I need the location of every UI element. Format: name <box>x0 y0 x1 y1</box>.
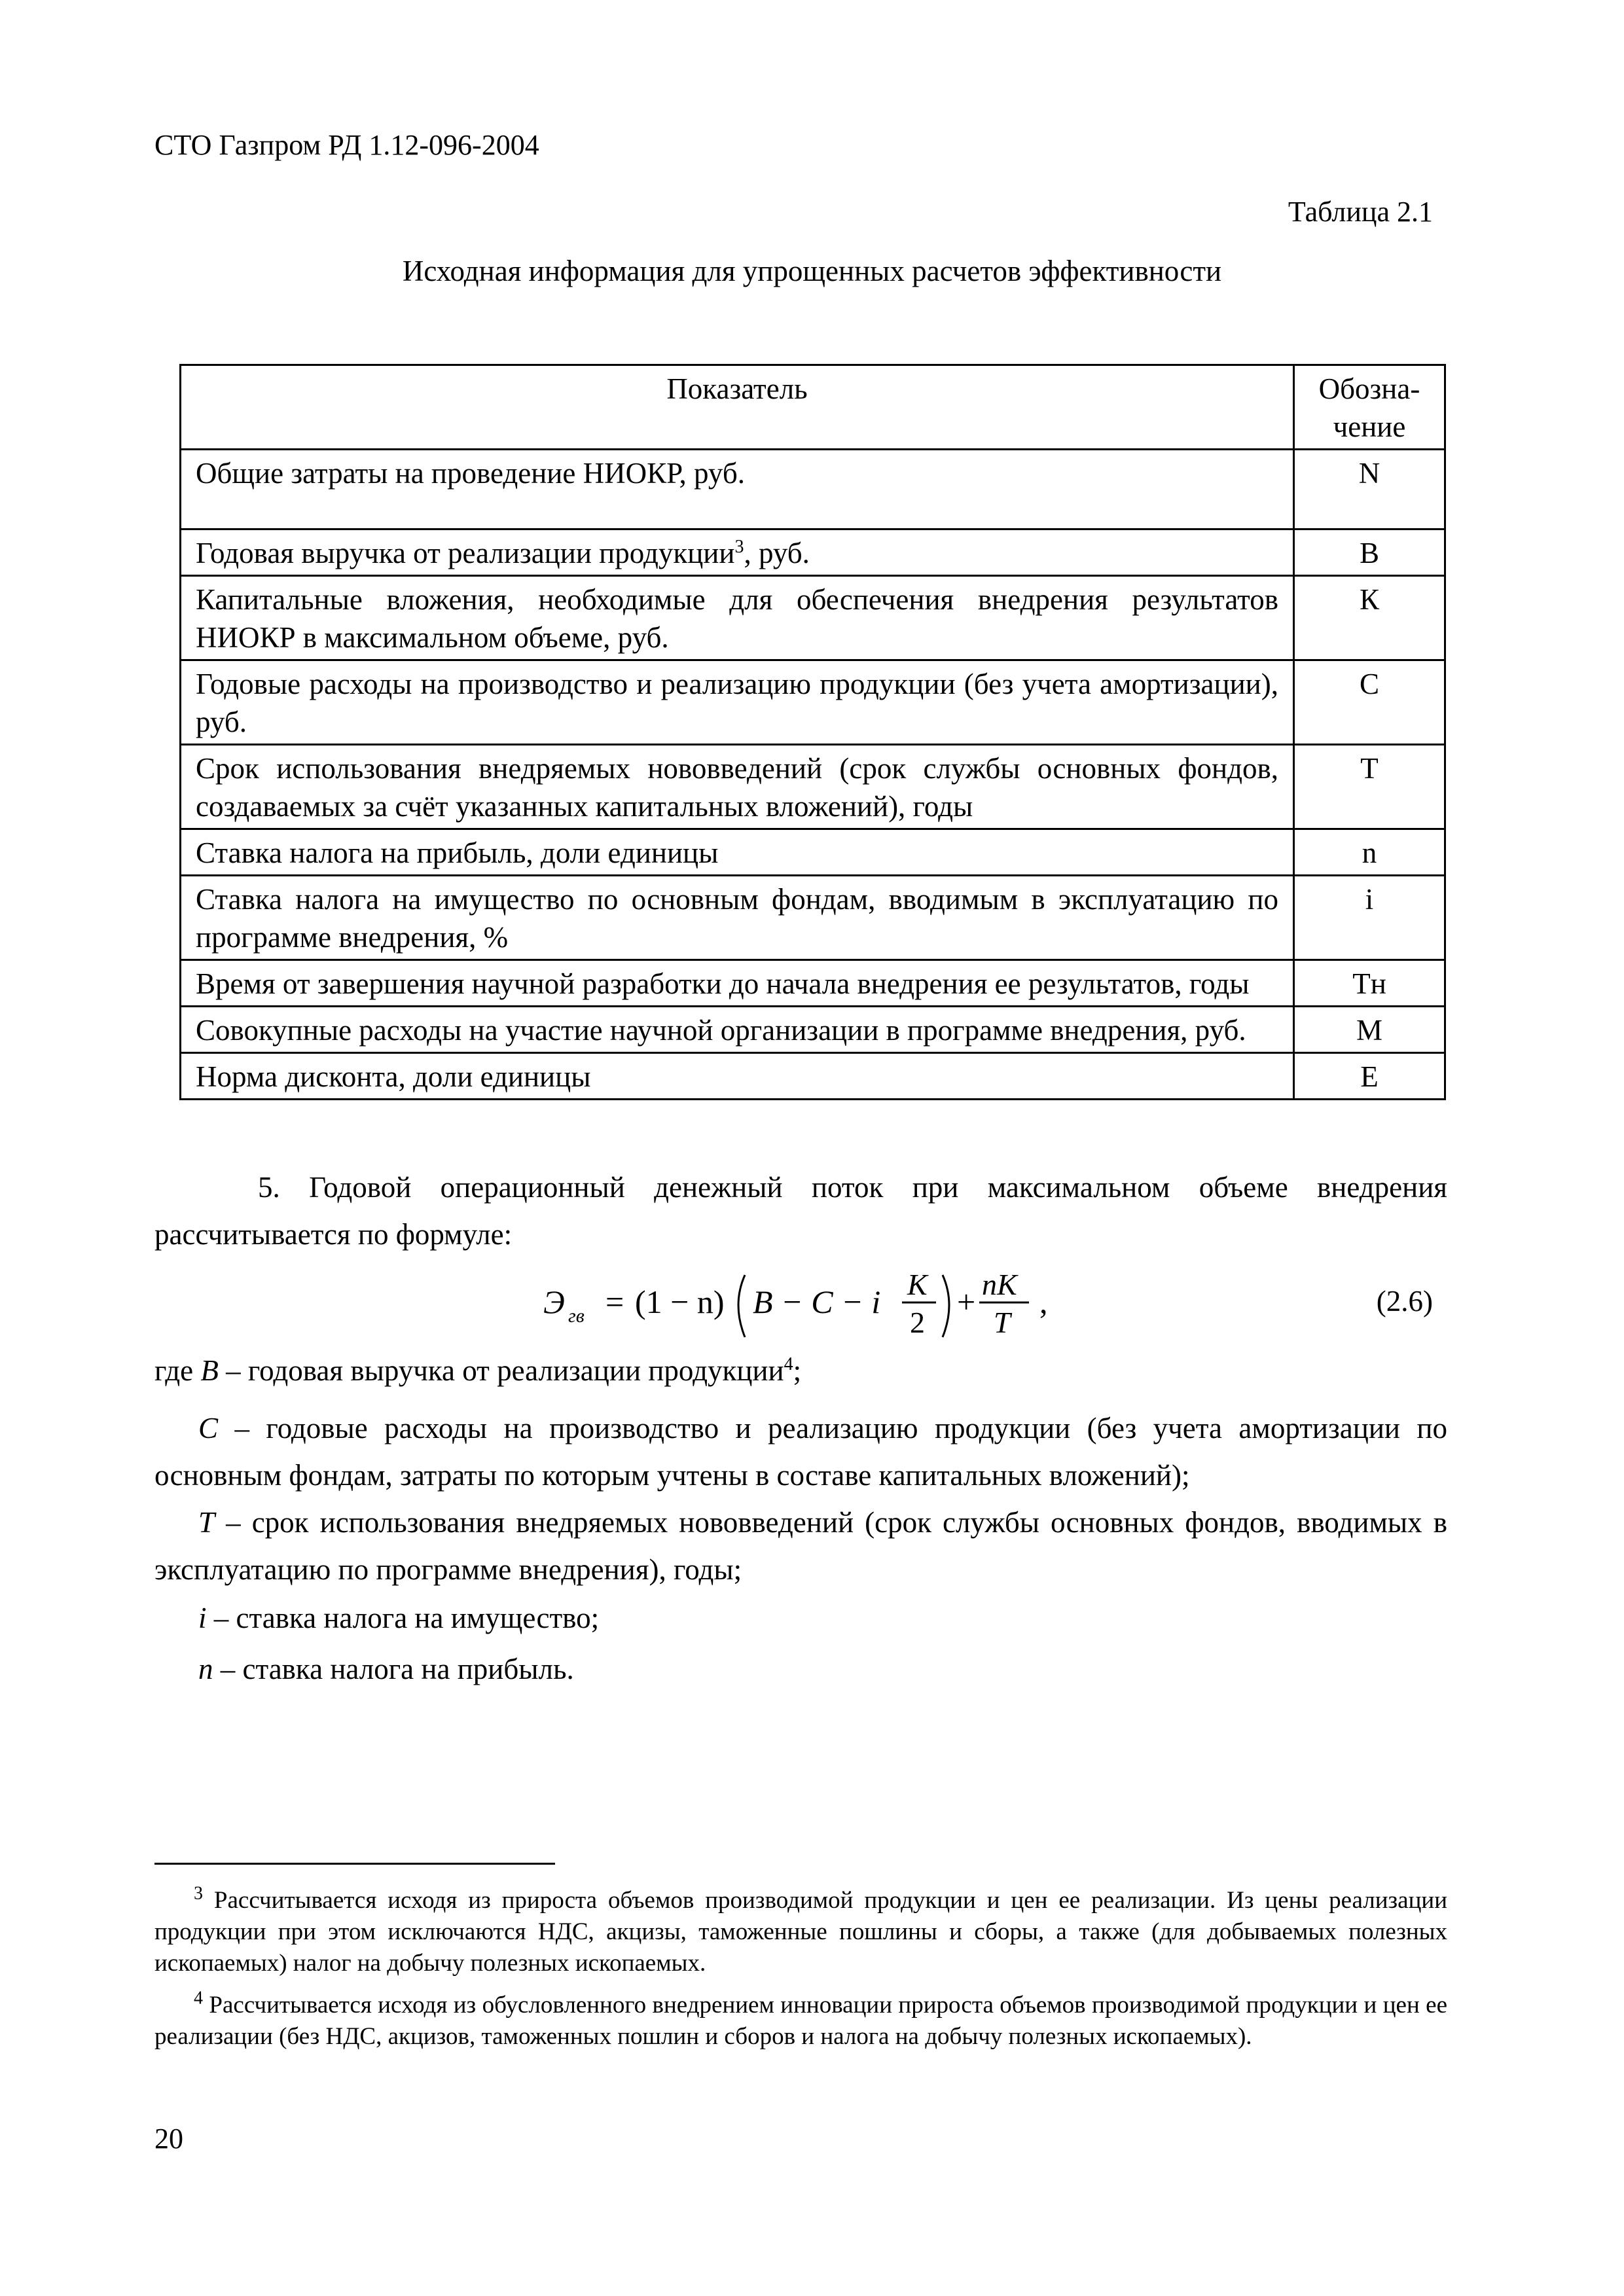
var-C: С <box>198 1412 219 1444</box>
symbol-cell: К <box>1294 576 1445 660</box>
formula-lhs: Э <box>543 1283 565 1320</box>
symbol-cell: В <box>1294 529 1445 576</box>
paragraph-5: 5. Годовой операционный денежный поток при максимальном объеме внедрения рассчитывается по формуле: <box>154 1171 1447 1251</box>
var-B: В <box>200 1354 219 1387</box>
where-prefix: где <box>154 1354 201 1387</box>
table-title: Исходная информация для упрощенных расчетов эффективности <box>402 255 1222 287</box>
formula-plus: + <box>957 1283 976 1320</box>
table-row <box>181 529 1445 576</box>
formula-lhs-subscript: гв <box>568 1305 585 1327</box>
symbol-cell: i <box>1294 876 1445 960</box>
formula-equals: = <box>605 1283 624 1320</box>
footnote-ref-3: 3 <box>734 537 744 557</box>
indicator-text: Годовая выручка от реализации продукции <box>196 537 735 569</box>
definition-T-text: – срок использования внедряемых нововведений (срок службы основных фондов, вводимых в эксплуатацию по программе внедрения), годы; <box>154 1506 1447 1586</box>
symbol-cell: Т <box>1294 745 1445 829</box>
column-header-symbol-line2: чение <box>1333 410 1406 443</box>
var-i: i <box>198 1602 207 1634</box>
footnote-4-text: Рассчитывается исходя из обусловленного внедрением инновации прироста объемов производимой продукции и цен ее реализации (без НДС, акцизов, таможенных пошлин и сборов и налога на добычу полезных ископаемых). <box>154 1992 1447 2050</box>
formula-comma: , <box>1039 1283 1048 1320</box>
frac1-denominator: 2 <box>910 1306 925 1339</box>
indicator-cell: Норма дисконта, доли единицы <box>181 1053 1294 1100</box>
indicator-cell: Ставка налога на имущество по основным фондам, вводимым в эксплуатацию по программе внедрения, % <box>181 876 1294 960</box>
definition-n-text: – ставка налога на прибыль. <box>213 1653 574 1685</box>
table-row <box>181 876 1445 960</box>
table-row <box>181 745 1445 829</box>
formula-inner: B − C − i <box>753 1283 881 1320</box>
indicator-cell: Общие затраты на проведение НИОКР, руб. <box>181 450 1294 529</box>
definition-C <box>154 1405 1447 1499</box>
table-row <box>181 1053 1445 1100</box>
footnote-4-mark: 4 <box>194 1988 203 2009</box>
symbol-cell: n <box>1294 829 1445 876</box>
indicator-cell: Время от завершения научной разработки до начала внедрения ее результатов, годы <box>181 960 1294 1007</box>
frac1-numerator: K <box>907 1268 928 1301</box>
frac2-numerator: nK <box>982 1268 1017 1301</box>
definition-B-end: ; <box>793 1354 802 1387</box>
indicator-cell: Годовые расходы на производство и реализацию продукции (без учета амортизации), руб. <box>181 660 1294 745</box>
column-header-indicator: Показатель <box>181 365 1294 450</box>
definition-C-text: – годовые расходы на производство и реализацию продукции (без учета амортизации по основным фондам, затраты по которым учтены в составе капитальных вложений); <box>154 1412 1447 1492</box>
table-row <box>181 1007 1445 1053</box>
definition-B-text: – годовая выручка от реализации продукции <box>218 1354 784 1387</box>
footnote-ref-4: 4 <box>784 1354 793 1374</box>
column-header-symbol <box>1294 365 1445 450</box>
indicator-cell: Ставка налога на прибыль, доли единицы <box>181 829 1294 876</box>
symbol-cell: М <box>1294 1007 1445 1053</box>
footnote-separator <box>154 1863 555 1865</box>
table-label: Таблица 2.1 <box>1288 196 1433 228</box>
var-n: n <box>198 1653 213 1685</box>
document-header: СТО Газпром РД 1.12-096-2004 <box>154 129 539 161</box>
footnote-3 <box>154 1885 1447 1979</box>
column-header-symbol-line1: Обозна- <box>1318 372 1420 405</box>
definition-i <box>198 1601 599 1635</box>
left-paren <box>738 1275 745 1337</box>
indicator-cell: Совокупные расходы на участие научной организации в программе внедрения, руб. <box>181 1007 1294 1053</box>
table-row <box>181 829 1445 876</box>
indicator-cell: Капитальные вложения, необходимые для обеспечения внедрения результатов НИОКР в максимальном объеме, руб. <box>181 576 1294 660</box>
symbol-cell: Е <box>1294 1053 1445 1100</box>
formula-2-6 <box>537 1255 1126 1354</box>
footnote-4 <box>154 1990 1447 2053</box>
table-header-row <box>181 365 1445 450</box>
right-paren <box>943 1275 949 1337</box>
definition-i-text: – ставка налога на имущество; <box>206 1602 600 1634</box>
indicator-cell: Срок использования внедряемых нововведений (срок службы основных фондов, создаваемых за счёт указанных капитальных вложений), годы <box>181 745 1294 829</box>
table-row <box>181 450 1445 529</box>
table-row <box>181 660 1445 745</box>
definition-T <box>154 1499 1447 1593</box>
definition-B <box>154 1354 801 1388</box>
formula-number: (2.6) <box>1376 1285 1433 1318</box>
symbol-cell: N <box>1294 450 1445 529</box>
table-row <box>181 576 1445 660</box>
symbol-cell: С <box>1294 660 1445 745</box>
indicator-cell <box>181 529 1294 576</box>
definition-n <box>198 1652 574 1686</box>
indicator-text-end: , руб. <box>744 537 810 569</box>
footnote-3-mark: 3 <box>194 1883 203 1904</box>
table-row <box>181 960 1445 1007</box>
frac2-denominator: T <box>994 1306 1011 1339</box>
page-number: 20 <box>154 2123 183 2155</box>
symbol-cell: Тн <box>1294 960 1445 1007</box>
indicators-table <box>179 364 1446 1100</box>
footnote-3-text: Рассчитывается исходя из прироста объемов производимой продукции и цен ее реализации. Из цены реализации продукции при этом исключаются НДС, акцизы, таможенные пошлины и сборы, а также (для добываемых полезных ископаемых) налог на добычу полезных ископаемых. <box>154 1887 1447 1977</box>
formula-one-minus-n: (1 − n) <box>635 1283 725 1320</box>
var-T: Т <box>198 1506 215 1539</box>
